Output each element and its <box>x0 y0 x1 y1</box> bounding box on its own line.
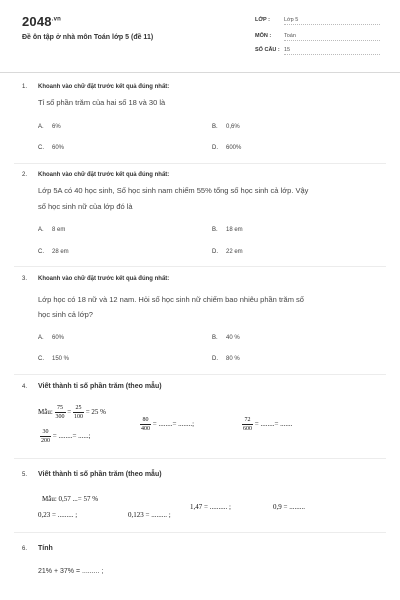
option-a[interactable] <box>38 227 65 233</box>
question-text-line1: Lớp 5A có 40 học sinh, Số học sinh nam chiếm 55% tổng số học sinh cả lớp. Vậy <box>38 186 309 195</box>
numerator: 30 <box>40 428 51 437</box>
question-heading: Khoanh vào chữ đặt trước kết quả đúng nhất: <box>38 172 170 178</box>
option-d[interactable] <box>212 356 240 362</box>
question-number: 4. <box>22 384 28 390</box>
option-label: C. <box>38 356 44 362</box>
option-value: 28 em <box>52 249 69 255</box>
exercise-expression[interactable]: 21% + 37% = ......... ; <box>38 568 104 575</box>
option-value: 600% <box>226 145 242 151</box>
question-text-line1: Lớp học có 18 nữ và 12 nam. Hỏi số học sinh nữ chiếm bao nhiêu phần trăm số <box>38 295 304 304</box>
option-d[interactable] <box>212 145 241 151</box>
option-value: 22 em <box>226 249 243 255</box>
sample-result: = 25 % <box>85 408 107 417</box>
separator <box>14 532 386 533</box>
site-logo[interactable] <box>22 14 61 29</box>
option-label: B. <box>212 335 218 341</box>
sample-label: Mẫu: <box>38 408 53 417</box>
option-value: 150 % <box>52 356 70 362</box>
fraction <box>55 404 66 421</box>
question-heading: Tính <box>38 545 53 552</box>
option-value: 60% <box>52 145 65 151</box>
answer-blank: = ........= ......; <box>52 432 91 441</box>
option-label: A. <box>38 335 44 341</box>
option-value: 40 % <box>226 335 240 341</box>
logo-tld: .vn <box>51 16 62 23</box>
question-heading: Khoanh vào chữ đặt trước kết quả đúng nhất: <box>38 276 170 282</box>
option-label: C. <box>38 249 44 255</box>
denominator: 600 <box>243 426 252 432</box>
numerator: 75 <box>55 404 66 413</box>
option-label: D. <box>212 356 218 362</box>
denominator: 400 <box>141 426 150 432</box>
option-a[interactable] <box>38 335 64 341</box>
meta-value-subject: Toán <box>284 33 380 41</box>
separator <box>14 458 386 459</box>
separator <box>14 374 386 375</box>
exercise-72-600[interactable] <box>242 416 292 433</box>
exercise-item[interactable]: 1,47 = .......... ; <box>190 503 231 511</box>
question-number: 3. <box>22 276 28 282</box>
numerator: 80 <box>140 416 151 425</box>
question-number: 2. <box>22 172 28 178</box>
option-a[interactable] <box>38 124 61 130</box>
option-c[interactable] <box>38 356 69 362</box>
fraction <box>140 416 151 433</box>
exercise-item[interactable]: 0,23 = ......... ; <box>38 511 78 519</box>
question-heading: Viết thành tỉ số phần trăm (theo mẫu) <box>38 383 162 390</box>
document-title: Đề ôn tập ở nhà môn Toán lớp 5 (đề 11) <box>22 34 154 41</box>
option-label: A. <box>38 124 44 130</box>
fraction <box>242 416 253 433</box>
option-value: 18 em <box>226 227 243 233</box>
option-label: B. <box>212 124 218 130</box>
question-number: 5. <box>22 472 28 478</box>
sample-expression: Mẫu: 0,57 ...= 57 % <box>42 495 99 503</box>
option-value: 8 em <box>52 227 66 233</box>
answer-blank: = ........= ........; <box>152 420 195 429</box>
exercise-item[interactable]: 0,9 = ......... <box>273 503 305 511</box>
sample-expression <box>38 404 106 421</box>
option-b[interactable] <box>212 335 240 341</box>
question-number: 6. <box>22 546 28 552</box>
option-c[interactable] <box>38 145 64 151</box>
question-text-line2: học sinh cả lớp? <box>38 310 93 319</box>
question-text: Tỉ số phần trăm của hai số 18 và 30 là <box>38 98 166 107</box>
numerator: 72 <box>242 416 253 425</box>
option-value: 60% <box>52 335 65 341</box>
separator <box>14 163 386 164</box>
meta-label-subject: MÔN : <box>255 33 272 39</box>
option-label: A. <box>38 227 44 233</box>
numerator: 25 <box>73 404 84 413</box>
equals-sign: = <box>67 408 72 417</box>
option-d[interactable] <box>212 249 243 255</box>
fraction <box>40 428 51 445</box>
exercise-80-400[interactable] <box>140 416 194 433</box>
fraction <box>73 404 84 421</box>
question-text-line2: số học sinh nữ của lớp đó là <box>38 202 133 211</box>
option-label: D. <box>212 145 218 151</box>
answer-blank: = ........= ....... <box>254 420 293 429</box>
option-b[interactable] <box>212 124 240 130</box>
question-heading: Viết thành tỉ số phần trăm (theo mẫu) <box>38 471 162 478</box>
denominator: 100 <box>73 414 83 420</box>
separator <box>14 266 386 267</box>
meta-label-class: LỚP : <box>255 17 270 23</box>
meta-label-count: SỐ CÂU : <box>255 47 280 53</box>
exercise-item[interactable]: 0,123 = ......... ; <box>128 511 171 519</box>
header-divider <box>0 72 400 73</box>
meta-value-class: Lớp 5 <box>284 17 380 25</box>
option-value: 6% <box>52 124 61 130</box>
option-label: C. <box>38 145 44 151</box>
logo-text: 2048 <box>22 14 52 29</box>
denominator: 200 <box>41 438 50 444</box>
option-value: 80 % <box>226 356 240 362</box>
meta-value-count: 15 <box>284 47 380 55</box>
header <box>0 0 400 68</box>
denominator: 300 <box>55 414 65 420</box>
option-value: 0,6% <box>226 124 240 130</box>
option-label: D. <box>212 249 218 255</box>
question-heading: Khoanh vào chữ đặt trước kết quả đúng nhất: <box>38 84 170 90</box>
option-c[interactable] <box>38 249 69 255</box>
option-b[interactable] <box>212 227 243 233</box>
option-label: B. <box>212 227 218 233</box>
exercise-30-200[interactable] <box>40 428 91 445</box>
question-number: 1. <box>22 84 28 90</box>
